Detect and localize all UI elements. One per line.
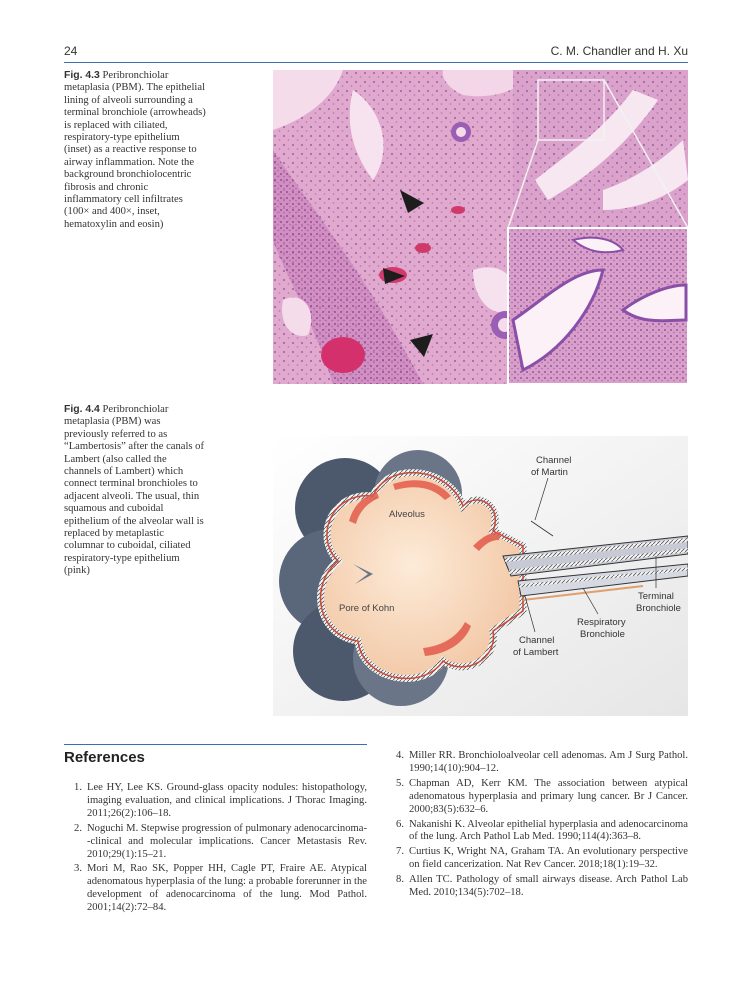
label-channel-martin-2: of Martin <box>531 467 568 478</box>
reference-text: Miller RR. Bronchioloalveolar cell adenomas. Am J Surg Pathol. 1990;14(10):904–12. <box>409 750 688 774</box>
reference-number: 2. <box>74 822 82 834</box>
label-channel-lambert-2: of Lambert <box>513 647 559 658</box>
reference-text: Allen TC. Pathology of small airways disease. Arch Pathol Lab Med. 2010;134(5):702–18. <box>409 874 688 899</box>
reference-text: Noguchi M. Stepwise progression of pulmonary adenocarcinoma--clinical and molecular implications. Cancer Metastasis Rev. 2010;29(1):15–21. <box>87 822 367 860</box>
reference-item <box>386 750 688 776</box>
reference-number: 3. <box>74 863 82 875</box>
reference-number: 5. <box>396 777 404 789</box>
reference-item <box>64 863 367 915</box>
header-rule <box>64 62 688 63</box>
micrograph-inset <box>508 228 688 384</box>
reference-number: 1. <box>74 782 82 793</box>
figure-4-4-label: Fig. 4.4 <box>64 404 100 415</box>
reference-text: Chapman AD, Kerr KM. The association between atypical adenomatous hyperplasia and primary lung cancer. Br J Cancer. 2000;83(5):632–6. <box>409 777 688 815</box>
reference-number: 8. <box>396 874 404 886</box>
reference-item <box>386 846 688 872</box>
reference-item <box>64 782 367 821</box>
reference-number: 6. <box>396 818 404 830</box>
label-channel-martin-1: Channel <box>536 455 572 466</box>
figure-4-3-micrograph <box>273 70 688 384</box>
label-respiratory-2: Bronchiole <box>580 629 625 640</box>
page-number: 24 <box>64 44 78 58</box>
figure-4-4-caption-text: Peribronchiolar metaplasia (PBM) was previously referred to as “Lambertosis” after the canals of Lambert (also called the channels of Lambert) which connect terminal bronchioles to adjacent alveoli. The usual, thin squamous and cuboidal epithelium of the alveolar wall is replaced by metaplastic columnar to cuboidal, ciliated respiratory-type epithelium (pink) <box>64 404 205 577</box>
label-channel-lambert-1: Channel <box>519 635 555 646</box>
label-alveolus: Alveolus <box>389 509 425 520</box>
figure-4-3-label: Fig. 4.3 <box>64 70 100 81</box>
micrograph-svg <box>273 70 688 384</box>
reference-item <box>386 819 688 845</box>
reference-number: 7. <box>396 846 404 858</box>
reference-number: 4. <box>396 750 404 761</box>
diagram-svg <box>273 436 688 716</box>
reference-text: Mori M, Rao SK, Popper HH, Cagle PT, Fraire AE. Atypical adenomatous hyperplasia of the lung: a probable forerunner in the development of adenocarcinoma of the lung. Mod Pathol. 2001;14(2):72–84. <box>87 863 367 914</box>
reference-item <box>386 874 688 900</box>
reference-text: Nakanishi K. Alveolar epithelial hyperplasia and adenocarcinoma of the lung. Arch Pathol Lab Med. 1990;114(4):363–8. <box>409 818 688 843</box>
figure-4-3-caption <box>64 70 206 231</box>
figure-4-4-diagram <box>273 436 688 716</box>
reference-item <box>386 778 688 817</box>
references-list-left <box>64 782 367 917</box>
figure-4-3-caption-text: Peribronchiolar metaplasia (PBM). The epithelial lining of alveoli surrounding a terminal bronchiole (arrowheads) is replaced with ciliated, respiratory-type epithelium (inset) as a reactive response to airway inflammation. Note the background bronchiolocentric fibrosis and chronic inflammatory cell infiltrates (100× and 400×, inset, hematoxylin and eosin) <box>64 70 206 230</box>
reference-text: Lee HY, Lee KS. Ground-glass opacity nodules: histopathology, imaging evaluation, and clinical implications. J Thorac Imaging. 2011;26(2):106–18. <box>87 782 367 819</box>
references-list-right <box>386 750 688 902</box>
reference-item <box>64 823 367 862</box>
running-header-authors: C. M. Chandler and H. Xu <box>550 44 688 58</box>
label-pore-kohn: Pore of Kohn <box>339 603 395 614</box>
label-terminal-2: Bronchiole <box>636 603 681 614</box>
reference-text: Curtius K, Wright NA, Graham TA. An evolutionary perspective on field cancerization. Nat Rev Cancer. 2018;18(1):19–32. <box>409 846 688 871</box>
references-rule <box>64 744 367 745</box>
references-heading: References <box>64 749 145 766</box>
figure-4-4-caption <box>64 404 206 578</box>
label-terminal-1: Terminal <box>638 591 674 602</box>
label-respiratory-1: Respiratory <box>577 617 626 628</box>
